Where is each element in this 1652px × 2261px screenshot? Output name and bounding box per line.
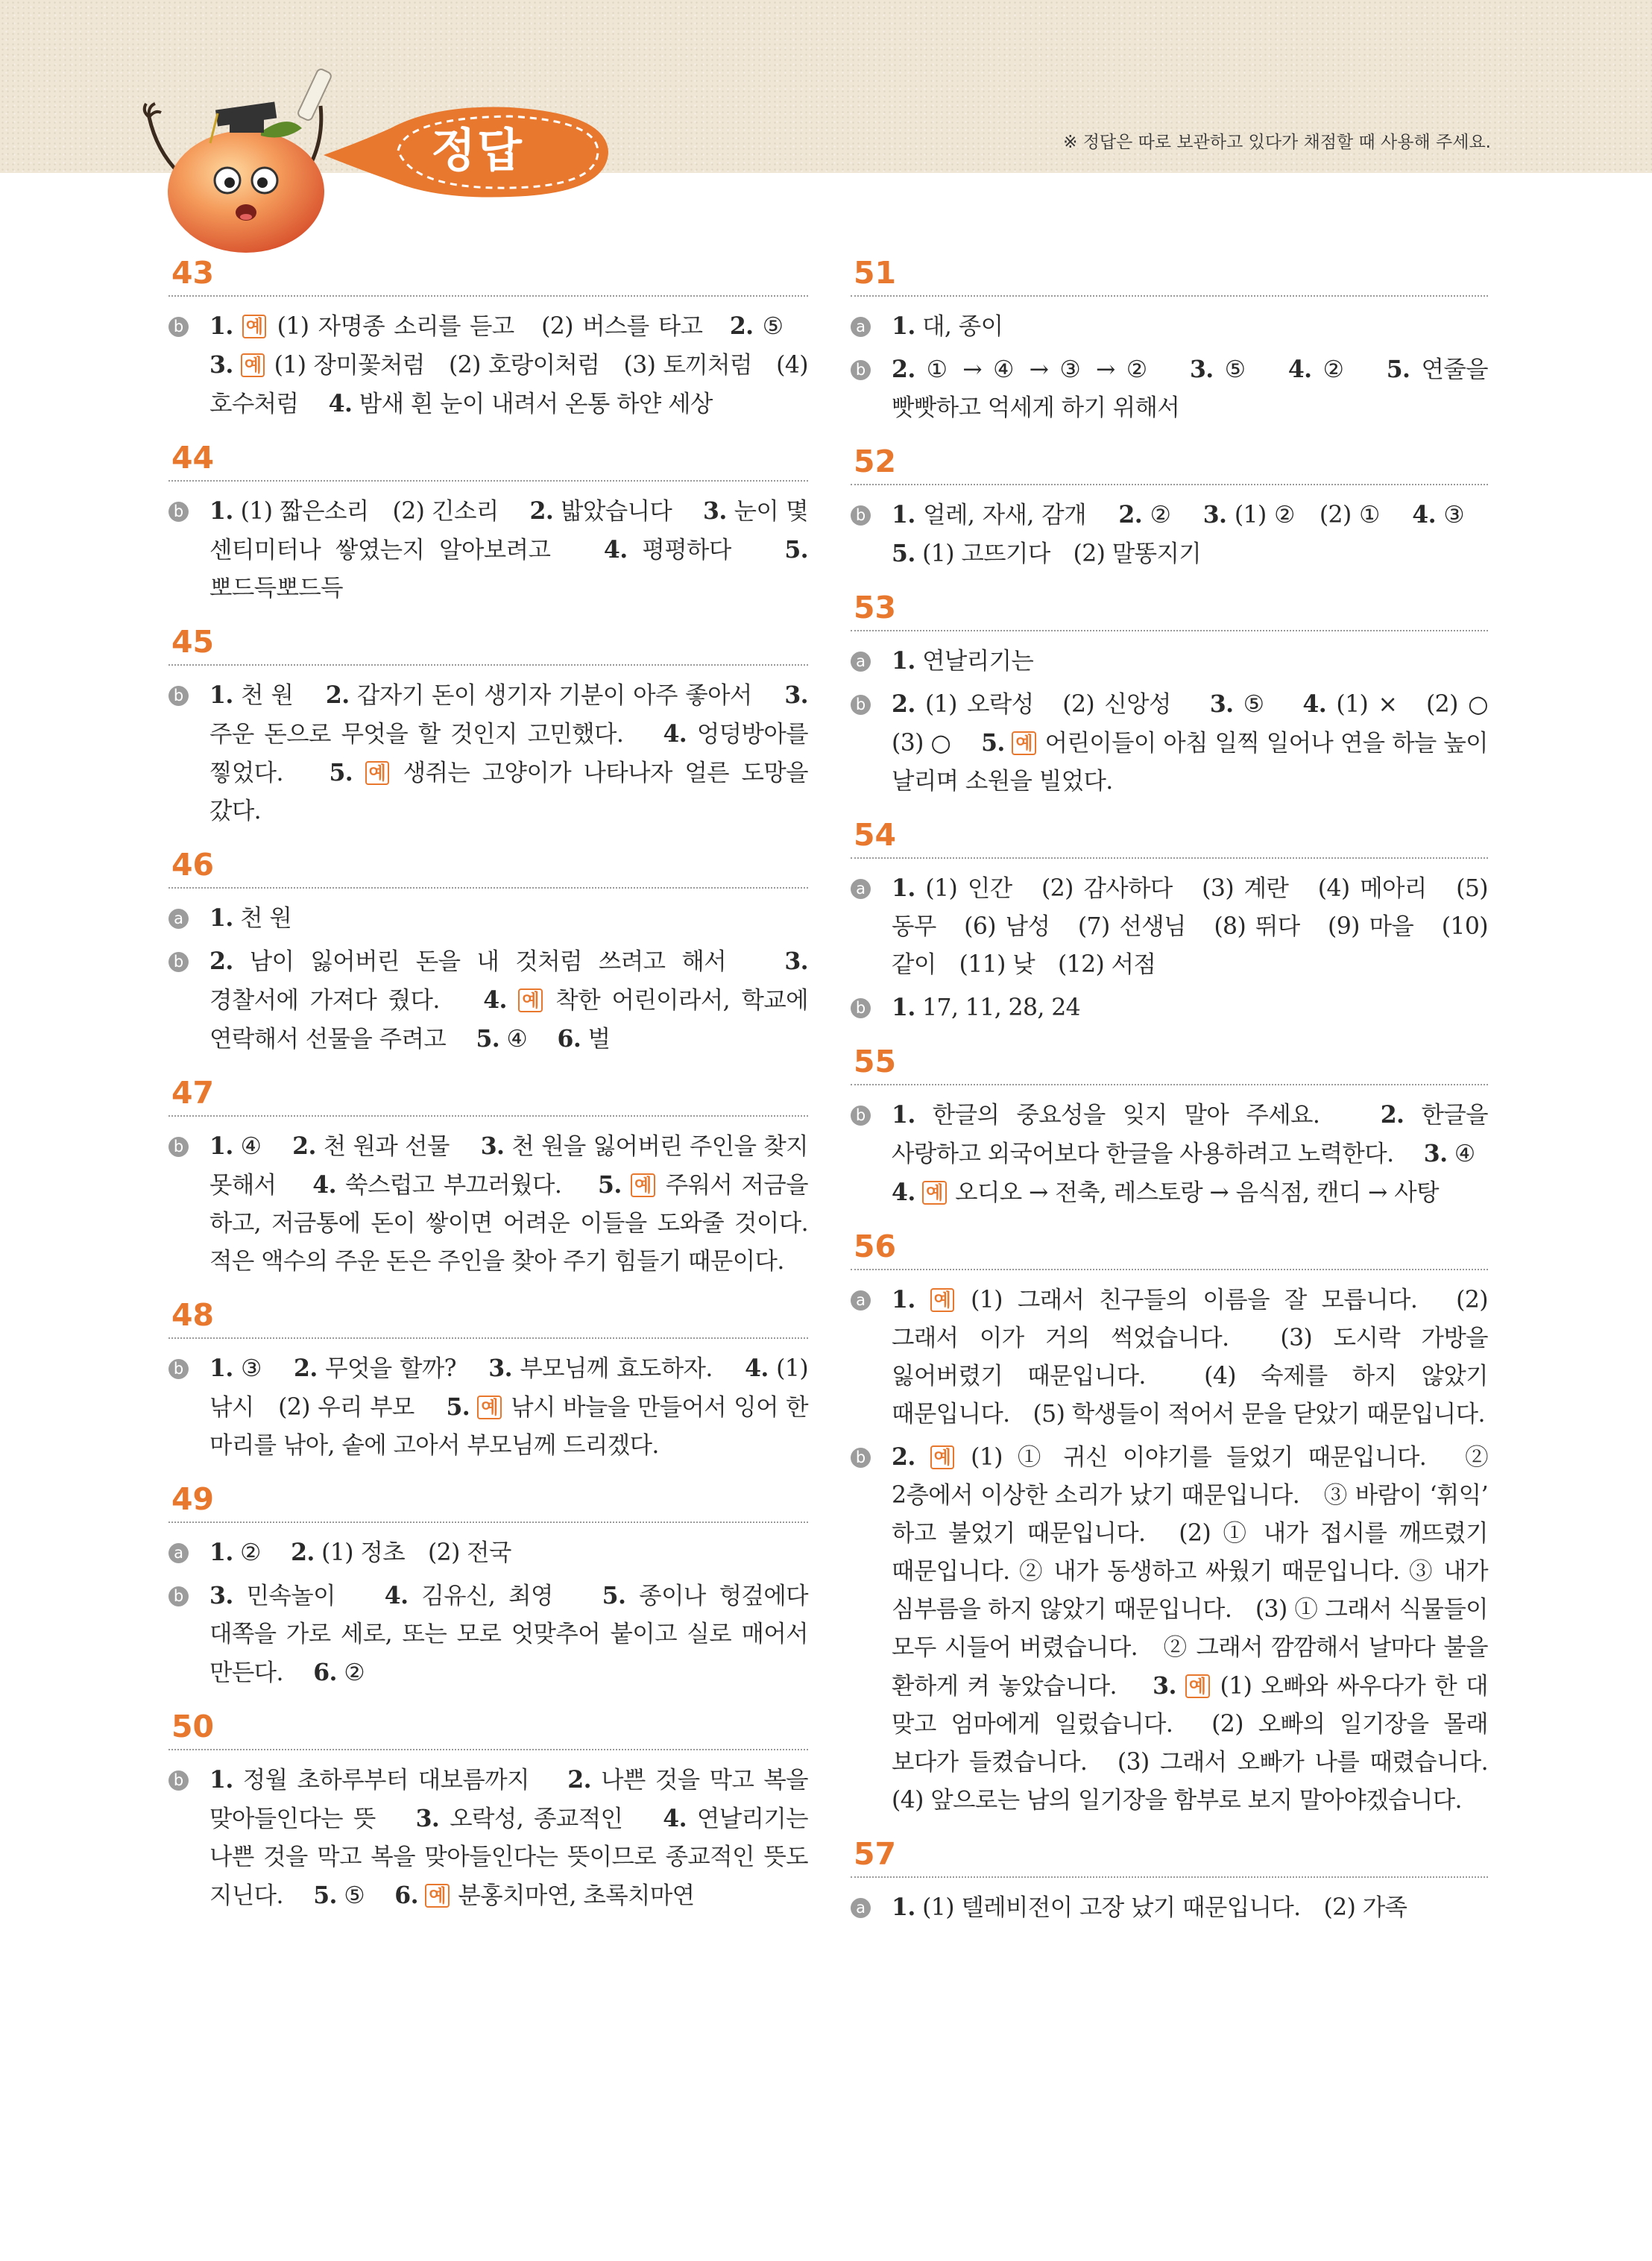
answer-text: 2. ① → ④ → ③ → ② 3. ⑤ 4. ② 5. 연줄을 빳빳하고 억세게 하기 위해서 [892, 356, 1488, 421]
question-number: 4. [483, 986, 507, 1014]
level-badge: b [851, 998, 871, 1018]
section-number: 47 [171, 1075, 215, 1111]
question-number: 4. [745, 1355, 769, 1382]
question-number: 5. [892, 540, 915, 567]
question-number: 1. [892, 874, 915, 902]
question-number: 4. [1302, 690, 1327, 718]
example-badge: 예 [922, 1181, 947, 1205]
question-number: 4. [603, 536, 628, 564]
question-number: 1. [892, 994, 915, 1021]
answer-section-53 [851, 587, 1511, 801]
level-badge: b [168, 1770, 189, 1791]
question-number: 2. [325, 681, 350, 709]
answer-row [168, 307, 808, 423]
section-number: 54 [854, 817, 897, 853]
question-number: 5. [602, 1582, 626, 1609]
question-number: 1. [892, 312, 915, 340]
question-number: 5. [598, 1171, 622, 1199]
question-number: 3. [703, 497, 727, 525]
level-badge: b [168, 1137, 189, 1157]
question-number: 2. [1118, 501, 1143, 529]
answer-text: 1. 천 원 [209, 904, 292, 932]
answer-row [851, 496, 1488, 573]
level-badge: b [851, 360, 871, 380]
left-column [168, 252, 808, 1929]
level-badge: b [168, 686, 189, 706]
question-number: 3. [1153, 1672, 1176, 1700]
answer-row [851, 988, 1488, 1027]
section-number: 51 [854, 255, 897, 291]
level-badge: b [168, 502, 189, 522]
question-number: 3. [209, 1582, 233, 1609]
answer-text: 1. 얼레, 자새, 감개 2. ② 3. (1) ② (2) ① 4. ③ 5. (1) 고뜨기다 (2) 말똥지기 [892, 501, 1489, 567]
example-badge: 예 [518, 988, 543, 1012]
answer-row [851, 1438, 1511, 1820]
answer-section-54 [851, 814, 1488, 1027]
level-badge: a [168, 909, 189, 929]
question-number: 4. [312, 1171, 336, 1199]
question-number: 6. [557, 1025, 581, 1053]
header-note: ※ 정답은 따로 보관하고 있다가 채점할 때 사용해 주세요. [1063, 133, 1491, 152]
question-number: 2. [294, 1355, 318, 1382]
section-number: 55 [854, 1044, 897, 1079]
answer-section-56 [851, 1226, 1511, 1820]
level-badge: b [168, 317, 189, 337]
question-number: 1. [892, 1893, 915, 1921]
question-number: 1. [209, 312, 233, 340]
level-badge: b [851, 1448, 871, 1468]
question-number: 4. [663, 1805, 687, 1832]
answer-row [851, 1888, 1488, 1927]
answer-section-46 [168, 844, 808, 1059]
example-badge: 예 [477, 1396, 502, 1419]
section-number: 48 [171, 1297, 215, 1333]
question-number: 3. [784, 681, 808, 709]
question-number: 1. [892, 647, 915, 675]
answer-section-49 [168, 1478, 808, 1692]
right-column [851, 252, 1511, 1940]
question-number: 3. [415, 1805, 440, 1832]
question-number: 4. [663, 720, 687, 748]
example-badge: 예 [1012, 731, 1036, 755]
answer-section-48 [168, 1294, 808, 1465]
question-number: 2. [291, 1539, 315, 1566]
answer-row [168, 492, 808, 608]
question-number: 5. [446, 1393, 470, 1421]
answer-text: 1. ② 2. (1) 정초 (2) 전국 [209, 1539, 511, 1566]
section-number: 45 [171, 624, 215, 660]
answer-row [168, 1349, 808, 1465]
question-number: 2. [729, 312, 754, 340]
section-divider [168, 664, 808, 666]
question-number: 1. [209, 497, 233, 525]
question-number: 4. [1287, 356, 1312, 383]
answer-text: 1. 천 원 2. 갑자기 돈이 생기자 기분이 아주 좋아서 3. 주운 돈으로 무엇을 할 것인지 고민했다. 4. 엉덩방아를 찧었다. 5. 예 생쥐는 고양이가 나타나자 얼른 도망을 갔다. [209, 681, 808, 824]
question-number: 2. [892, 1443, 915, 1471]
section-divider [168, 295, 808, 297]
section-divider [851, 630, 1488, 631]
section-divider [168, 1749, 808, 1750]
example-badge: 예 [365, 761, 390, 785]
section-divider [168, 480, 808, 482]
section-divider [851, 484, 1488, 485]
section-divider [168, 1521, 808, 1523]
answer-row [851, 1096, 1498, 1212]
level-badge: a [851, 317, 871, 337]
level-badge: b [168, 952, 189, 972]
answer-section-47 [168, 1072, 808, 1281]
answer-section-50 [168, 1706, 808, 1915]
question-number: 1. [209, 1766, 233, 1794]
section-divider [168, 1337, 808, 1339]
level-badge: a [851, 1290, 871, 1311]
question-number: 1. [209, 681, 233, 709]
answer-row [851, 350, 1488, 427]
answer-section-43 [168, 252, 808, 423]
question-number: 6. [394, 1882, 418, 1909]
question-number: 2. [209, 947, 233, 975]
answer-text: 2. (1) 오락성 (2) 신앙성 3. ⑤ 4. (1) × (2) ○ (3) ○ 5. 예 어린이들이 아침 일찍 일어나 연을 하늘 높이 날리며 소원을 빌었다. [892, 690, 1511, 795]
answer-text: 3. 민속놀이 4. 김유신, 최영 5. 종이나 헝겊에다 대쪽을 가로 세로, 또는 모로 엇맞추어 붙이고 실로 매어서 만든다. 6. ② [209, 1582, 808, 1686]
section-divider [851, 1876, 1488, 1878]
question-number: 1. [892, 1286, 915, 1314]
level-badge: a [168, 1543, 189, 1563]
answer-text: 1. 대, 종이 [892, 312, 1003, 340]
section-number: 56 [854, 1229, 897, 1264]
section-number: 57 [854, 1836, 897, 1872]
answer-text: 1. ③ 2. 무엇을 할까? 3. 부모님께 효도하자. 4. (1) 낚시 (2) 우리 부모 5. 예 낚시 바늘을 만들어서 잉어 한 마리를 낚아, 솥에 고아서 부모님께 드리겠다. [209, 1355, 809, 1459]
level-badge: a [851, 879, 871, 899]
section-number: 52 [854, 444, 897, 479]
question-number: 3. [1189, 356, 1214, 383]
level-badge: b [851, 1106, 871, 1126]
level-badge: a [851, 652, 871, 672]
example-badge: 예 [930, 1288, 955, 1312]
question-number: 4. [892, 1179, 915, 1206]
answer-row [168, 1761, 808, 1915]
example-badge: 예 [242, 315, 267, 338]
question-number: 3. [209, 351, 233, 379]
question-number: 1. [209, 1539, 233, 1566]
answer-section-55 [851, 1041, 1498, 1212]
question-number: 2. [567, 1766, 591, 1794]
question-number: 2. [892, 356, 915, 383]
question-number: 1. [209, 1132, 233, 1160]
answer-row [851, 307, 1488, 346]
question-number: 3. [784, 947, 808, 975]
question-number: 1. [892, 501, 915, 529]
section-divider [168, 887, 808, 889]
section-divider [851, 1269, 1488, 1270]
answer-text: 1. 17, 11, 28, 24 [892, 994, 1081, 1021]
answer-text: 1. 예 (1) 그래서 친구들의 이름을 잘 모릅니다. (2) 그래서 이가 거의 썩었습니다. (3) 도시락 가방을 잃어버렸기 때문입니다. (4) 숙제를 하지 않았기 때문입니다. (5) 학생들이 적어서 문을 닫았기 때문입니다. [892, 1286, 1488, 1428]
example-badge: 예 [1185, 1674, 1210, 1698]
answer-text: 2. 남이 잃어버린 돈을 내 것처럼 쓰려고 해서 3. 경찰서에 가져다 줬다. 4. 예 착한 어린이라서, 학교에 연락해서 선물을 주려고 5. ④ 6. 벌 [209, 947, 808, 1053]
section-number: 50 [171, 1709, 215, 1744]
answer-row [168, 1533, 808, 1572]
question-number: 2. [292, 1132, 316, 1160]
level-badge: b [851, 505, 871, 526]
section-divider [851, 857, 1488, 859]
section-number: 53 [854, 590, 897, 625]
question-number: 4. [384, 1582, 409, 1609]
question-number: 5. [329, 759, 353, 786]
answer-text: 1. 연날리기는 [892, 647, 1034, 675]
answer-row [851, 1281, 1488, 1434]
answer-section-52 [851, 441, 1488, 573]
question-number: 3. [1209, 690, 1234, 718]
answer-text: 2. 예 (1) ① 귀신 이야기를 들었기 때문입니다. ② 2층에서 이상한 소리가 났기 때문입니다. ③ 바람이 ‘휘익’ 하고 불었기 때문입니다. (2) ① 내가 접시를 깨뜨렸기 때문입니다. ② 내가 동생하고 싸웠기 때문입니다. ③ 내가 심부름을 하지 않았기 때문입니다. (3) ① 그래서 식물들이 모두 시들어 버렸습니다. ② 그래서 깜깜해서 날마다 불을 환하게 켜 놓았습니다. 3. 예 (1) 오빠와 싸우다가 한 대 맞고 엄마에게 일렀습니다. (2) 오빠의 일기장을 몰래 보다가 들켰습니다. (3) 그래서 오빠가 나를 때렸습니다. (4) 앞으로는 남의 일기장을 함부로 보지 말아야겠습니다. [892, 1443, 1511, 1814]
answer-row [168, 1577, 808, 1692]
answer-row [168, 899, 808, 938]
answer-section-44 [168, 437, 808, 608]
answer-text: 1. 예 (1) 자명종 소리를 듣고 (2) 버스를 타고 2. ⑤ 3. 예 (1) 장미꽃처럼 (2) 호랑이처럼 (3) 토끼처럼 (4) 호수처럼 4. 밤새 흰 눈이 내려서 온통 하얀 세상 [209, 312, 808, 417]
question-number: 5. [313, 1882, 337, 1909]
answer-row [851, 869, 1488, 984]
answer-row [851, 685, 1511, 801]
section-number: 46 [171, 847, 215, 883]
question-number: 3. [480, 1132, 505, 1160]
answer-text: 1. (1) 짧은소리 (2) 긴소리 2. 밟았습니다 3. 눈이 몇 센티미터나 쌓였는지 알아보려고 4. 평평하다 5. 뽀드득뽀드득 [209, 497, 808, 602]
answer-text: 1. (1) 인간 (2) 감사하다 (3) 계란 (4) 메아리 (5) 동무 (6) 남성 (7) 선생님 (8) 뛰다 (9) 마을 (10) 같이 (11) 낮 (12) 서점 [892, 874, 1488, 978]
question-number: 3. [488, 1355, 512, 1382]
answer-row [168, 942, 808, 1059]
question-number: 6. [313, 1659, 337, 1686]
level-badge: b [851, 695, 871, 715]
question-number: 5. [1386, 356, 1410, 383]
answer-row [168, 1127, 808, 1281]
answer-text: 1. ④ 2. 천 원과 선물 3. 천 원을 잃어버린 주인을 찾지 못해서 4. 쑥스럽고 부끄러웠다. 5. 예 주워서 저금을 하고, 저금통에 돈이 쌓이면 어려운 이들을 도와줄 것이다. 적은 액수의 주운 돈은 주인을 찾아 주기 힘들기 때문이다. [209, 1132, 809, 1275]
level-badge: a [851, 1898, 871, 1918]
level-badge: b [168, 1359, 189, 1379]
question-number: 5. [981, 729, 1005, 757]
question-number: 2. [529, 497, 554, 525]
level-badge: b [168, 1586, 189, 1606]
question-number: 1. [209, 1355, 233, 1382]
question-number: 3. [1202, 501, 1227, 529]
answer-section-51 [851, 252, 1488, 427]
section-number: 49 [171, 1481, 215, 1517]
answer-text: 1. 한글의 중요성을 잊지 말아 주세요. 2. 한글을 사랑하고 외국어보다 한글을 사용하려고 노력한다. 3. ④ 4. 예 오디오 → 전축, 레스토랑 → 음식점, 캔디 → 사탕 [892, 1101, 1498, 1206]
answer-text: 1. 정월 초하루부터 대보름까지 2. 나쁜 것을 막고 복을 맞아들인다는 뜻 3. 오락성, 종교적인 4. 연날리기는 나쁜 것을 막고 복을 맞아들인다는 뜻이므로 종교적인 뜻도 지닌다. 5. ⑤ 6. 예 분홍치마연, 초록치마연 [209, 1766, 809, 1909]
question-number: 5. [784, 536, 808, 564]
answer-section-45 [168, 621, 808, 830]
question-number: 1. [209, 904, 233, 932]
example-badge: 예 [241, 353, 265, 377]
question-number: 3. [1423, 1140, 1448, 1167]
answer-row [851, 642, 1488, 681]
page-title: 정답 [431, 123, 523, 177]
section-number: 43 [171, 255, 215, 291]
question-number: 2. [1380, 1101, 1404, 1129]
section-divider [168, 1115, 808, 1117]
question-number: 4. [1412, 501, 1436, 529]
question-number: 5. [476, 1025, 500, 1053]
section-divider [851, 295, 1488, 297]
example-badge: 예 [425, 1884, 450, 1908]
question-number: 1. [892, 1101, 915, 1129]
question-number: 4. [328, 390, 353, 417]
answer-text: 1. (1) 텔레비전이 고장 났기 때문입니다. (2) 가족 [892, 1893, 1407, 1921]
section-divider [851, 1084, 1488, 1085]
section-number: 44 [171, 440, 215, 476]
answer-row [168, 676, 808, 830]
answer-section-57 [851, 1833, 1488, 1927]
example-badge: 예 [631, 1173, 655, 1197]
question-number: 2. [892, 690, 915, 718]
example-badge: 예 [930, 1445, 955, 1469]
